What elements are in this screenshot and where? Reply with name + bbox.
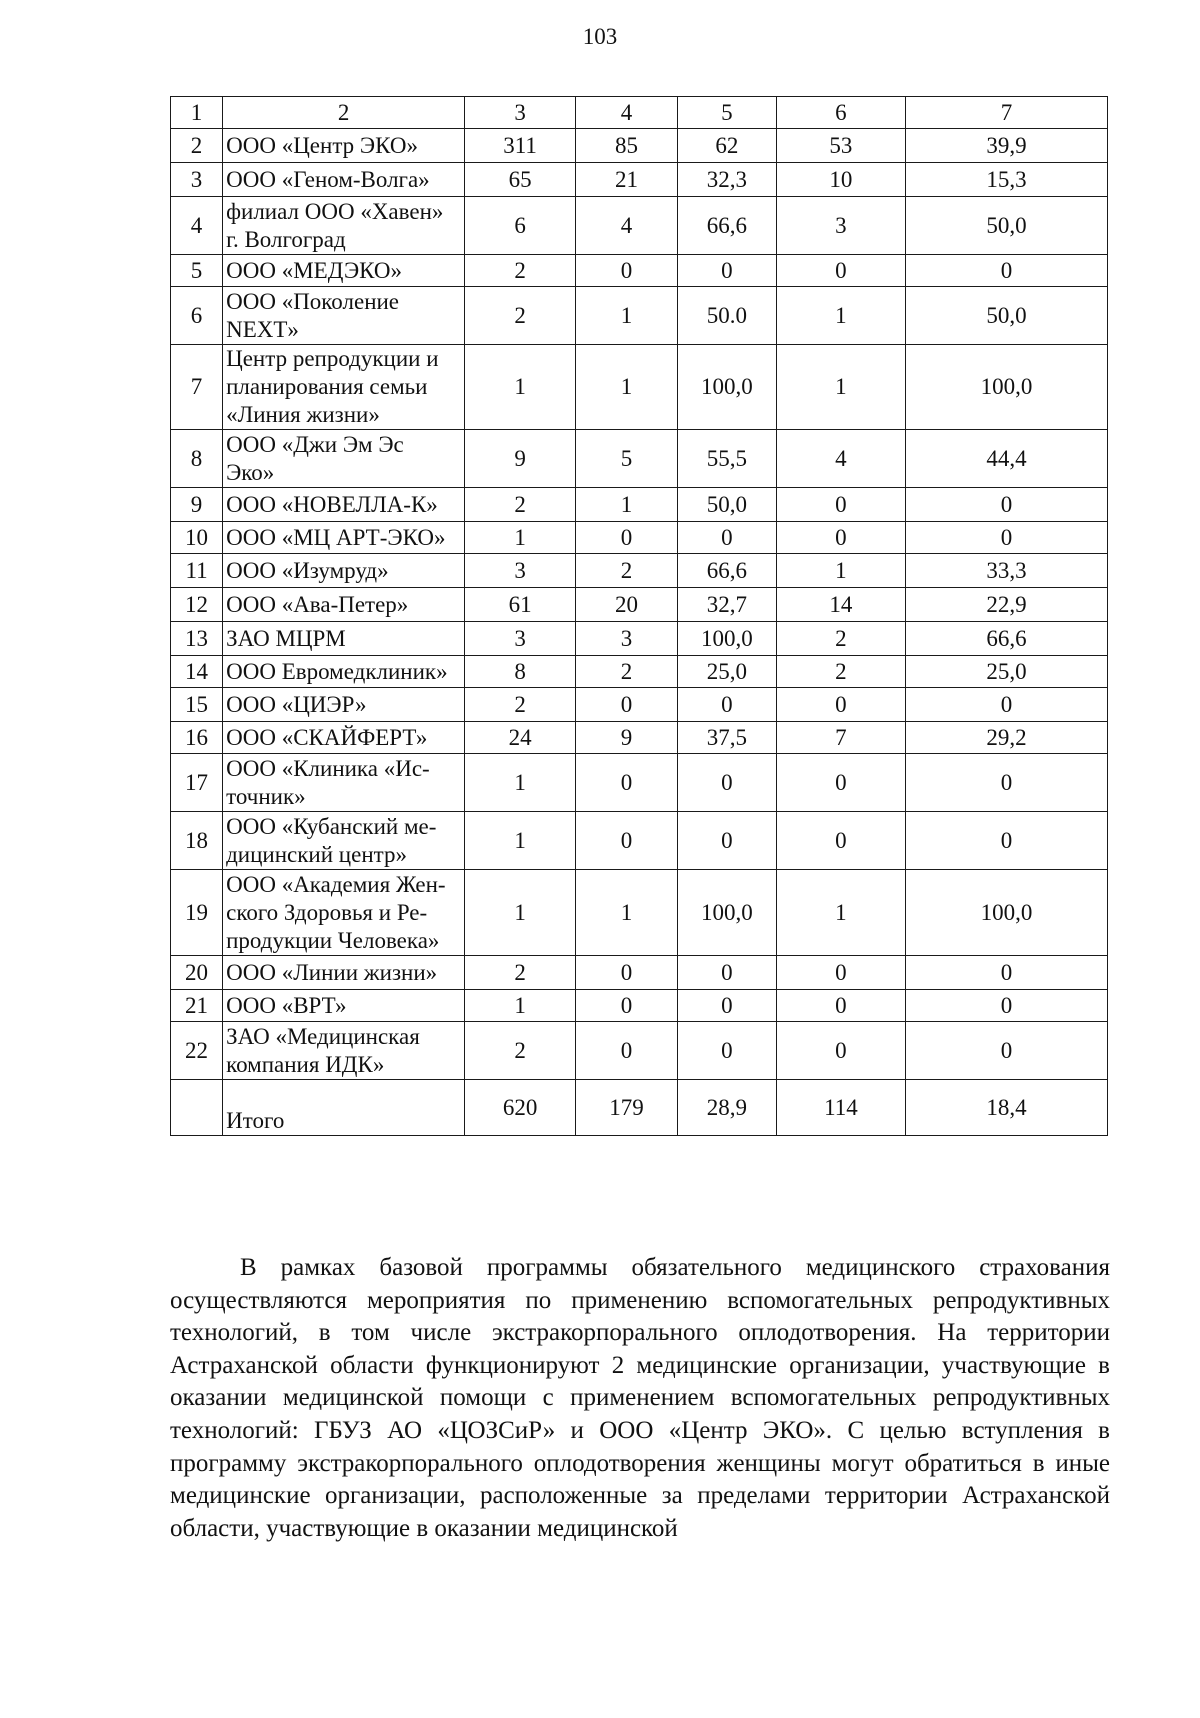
table-row [171, 990, 1108, 1022]
header-cell: 1 [171, 97, 223, 129]
value-cell-c6: 2 [776, 622, 905, 656]
value-cell-c3: 1 [465, 990, 576, 1022]
value-cell-c4: 2 [575, 656, 677, 688]
value-cell-c4: 0 [575, 688, 677, 722]
table-row [171, 255, 1108, 287]
organization-name-cell [223, 255, 465, 287]
total-value-cell-c6: 114 [776, 1080, 905, 1136]
value-cell-c5: 100,0 [678, 345, 777, 430]
value-cell-c4: 4 [575, 197, 677, 255]
organization-name-line: ООО «Ава-Петер» [226, 591, 409, 617]
value-cell-c3: 3 [465, 554, 576, 588]
value-cell-c6: 1 [776, 287, 905, 345]
row-number-cell: 22 [171, 1022, 223, 1080]
organization-name-line: точник» [226, 783, 306, 809]
value-cell-c6: 0 [776, 990, 905, 1022]
organization-name-line: ского Здоровья и Ре- [226, 899, 428, 925]
organization-name-cell [223, 622, 465, 656]
value-cell-c4: 1 [575, 287, 677, 345]
value-cell-c5: 55,5 [678, 430, 777, 488]
value-cell-c3: 65 [465, 163, 576, 197]
value-cell-c5: 0 [678, 522, 777, 554]
value-cell-c5: 0 [678, 688, 777, 722]
table-row [171, 488, 1108, 522]
row-number-cell: 10 [171, 522, 223, 554]
value-cell-c4: 0 [575, 1022, 677, 1080]
table-body [171, 97, 1108, 1136]
table-row [171, 722, 1108, 754]
header-cell: 6 [776, 97, 905, 129]
organization-name-line: ООО «МЕДЭКО» [226, 257, 403, 283]
value-cell-c4: 20 [575, 588, 677, 622]
organization-name-line: «Линия жизни» [226, 402, 380, 427]
body-paragraph: В рамках базовой программы обязательного медицинского страхования осуществляются мероприятия по применению вспомогательных репродуктивных технологий, в том числе экстракорпорального оплодотворения. На территории Астраханской области функционируют 2 медицинские организации, участвующие в оказании медицинской помощи с применением вспомогательных репродуктивных технологий: ГБУЗ АО «ЦОЗСиР» и ООО «Центр ЭКО». С целью вступления в программу экстракорпорального оплодотворения женщины могут обратиться в иные медицинские организации, расположенные за пределами территории Астраханской области, участвующие в оказании медицинской [170, 1254, 1110, 1542]
value-cell-c5: 100,0 [678, 870, 777, 956]
organization-name-cell [223, 488, 465, 522]
table-row [171, 197, 1108, 255]
row-number-cell: 6 [171, 287, 223, 345]
organization-name-cell [223, 656, 465, 688]
table-row [171, 1022, 1108, 1080]
total-value-cell-c5: 28,9 [678, 1080, 777, 1136]
row-number-cell: 16 [171, 722, 223, 754]
value-cell-c7: 0 [906, 488, 1108, 522]
organization-name-cell [223, 522, 465, 554]
value-cell-c7: 22,9 [906, 588, 1108, 622]
organization-name-line: филиал ООО «Хавен» [226, 198, 444, 224]
table-row [171, 163, 1108, 197]
value-cell-c7: 100,0 [906, 870, 1108, 956]
organization-name-cell [223, 588, 465, 622]
organization-name-cell [223, 554, 465, 588]
clinics-table [170, 96, 1108, 1136]
value-cell-c3: 1 [465, 754, 576, 812]
value-cell-c5: 100,0 [678, 622, 777, 656]
organization-name-line: ООО «Изумруд» [226, 557, 389, 583]
value-cell-c3: 1 [465, 522, 576, 554]
organization-name-line: Эко» [226, 459, 275, 485]
value-cell-c5: 50,0 [678, 488, 777, 522]
value-cell-c3: 9 [465, 430, 576, 488]
value-cell-c7: 29,2 [906, 722, 1108, 754]
value-cell-c6: 1 [776, 870, 905, 956]
header-cell: 7 [906, 97, 1108, 129]
value-cell-c4: 3 [575, 622, 677, 656]
value-cell-c6: 0 [776, 255, 905, 287]
value-cell-c3: 2 [465, 287, 576, 345]
value-cell-c6: 0 [776, 812, 905, 870]
organization-name-cell [223, 1022, 465, 1080]
page-number: 103 [582, 24, 618, 49]
value-cell-c6: 0 [776, 754, 905, 812]
value-cell-c6: 1 [776, 554, 905, 588]
value-cell-c7: 100,0 [906, 345, 1108, 430]
value-cell-c3: 1 [465, 812, 576, 870]
value-cell-c3: 311 [465, 129, 576, 163]
value-cell-c5: 0 [678, 754, 777, 812]
organization-name-cell [223, 287, 465, 345]
value-cell-c3: 2 [465, 488, 576, 522]
organization-name-cell [223, 990, 465, 1022]
organization-name-line: ООО «Линии жизни» [226, 959, 438, 985]
header-cell: 4 [575, 97, 677, 129]
organization-name-cell [223, 722, 465, 754]
organization-name-line: планирования семьи [226, 374, 428, 399]
organization-name-line: ООО «ВРТ» [226, 992, 347, 1018]
table-header-row [171, 97, 1108, 129]
value-cell-c6: 7 [776, 722, 905, 754]
organization-name-cell [223, 688, 465, 722]
value-cell-c7: 0 [906, 1022, 1108, 1080]
value-cell-c7: 0 [906, 956, 1108, 990]
organization-name-line: ООО «Академия Жен- [226, 871, 446, 897]
row-number-cell: 18 [171, 812, 223, 870]
value-cell-c6: 0 [776, 956, 905, 990]
value-cell-c7: 39,9 [906, 129, 1108, 163]
table-row [171, 554, 1108, 588]
value-cell-c3: 1 [465, 870, 576, 956]
value-cell-c5: 32,3 [678, 163, 777, 197]
value-cell-c5: 25,0 [678, 656, 777, 688]
organization-name-line: ООО «ЦИЭР» [226, 691, 367, 717]
row-number-cell: 19 [171, 870, 223, 956]
row-number-cell: 2 [171, 129, 223, 163]
value-cell-c5: 0 [678, 255, 777, 287]
value-cell-c3: 3 [465, 622, 576, 656]
row-number-cell: 13 [171, 622, 223, 656]
value-cell-c7: 0 [906, 754, 1108, 812]
row-number-cell: 9 [171, 488, 223, 522]
value-cell-c5: 66,6 [678, 554, 777, 588]
value-cell-c4: 1 [575, 870, 677, 956]
total-value-cell-c4: 179 [575, 1080, 677, 1136]
value-cell-c3: 2 [465, 956, 576, 990]
value-cell-c6: 4 [776, 430, 905, 488]
value-cell-c5: 0 [678, 1022, 777, 1080]
table-row [171, 656, 1108, 688]
value-cell-c6: 2 [776, 656, 905, 688]
row-number-cell: 20 [171, 956, 223, 990]
row-number-cell: 5 [171, 255, 223, 287]
header-cell: 2 [223, 97, 465, 129]
header-cell: 5 [678, 97, 777, 129]
total-number-cell [171, 1080, 223, 1136]
organization-name-line: NEXT» [226, 316, 299, 342]
value-cell-c7: 0 [906, 522, 1108, 554]
row-number-cell: 15 [171, 688, 223, 722]
table-row [171, 430, 1108, 488]
organization-name-line: ООО Евромедклиник» [226, 658, 448, 684]
organization-name-line: ООО «Центр ЭКО» [226, 132, 418, 158]
value-cell-c5: 0 [678, 990, 777, 1022]
value-cell-c3: 24 [465, 722, 576, 754]
value-cell-c4: 1 [575, 345, 677, 430]
value-cell-c6: 0 [776, 522, 905, 554]
value-cell-c5: 0 [678, 956, 777, 990]
total-value-cell-c3: 620 [465, 1080, 576, 1136]
value-cell-c5: 32,7 [678, 588, 777, 622]
value-cell-c4: 21 [575, 163, 677, 197]
organization-name-line: ООО «Клиника «Ис- [226, 755, 430, 781]
organization-name-cell [223, 956, 465, 990]
table-row [171, 754, 1108, 812]
value-cell-c6: 0 [776, 1022, 905, 1080]
value-cell-c7: 0 [906, 812, 1108, 870]
value-cell-c4: 1 [575, 488, 677, 522]
organization-name-line: ООО «МЦ АРТ-ЭКО» [226, 524, 446, 550]
table-row [171, 870, 1108, 956]
value-cell-c3: 61 [465, 588, 576, 622]
value-cell-c5: 62 [678, 129, 777, 163]
value-cell-c7: 0 [906, 688, 1108, 722]
value-cell-c5: 0 [678, 812, 777, 870]
value-cell-c3: 2 [465, 255, 576, 287]
value-cell-c3: 1 [465, 345, 576, 430]
table-row [171, 129, 1108, 163]
value-cell-c3: 6 [465, 197, 576, 255]
table-row [171, 956, 1108, 990]
row-number-cell: 21 [171, 990, 223, 1022]
row-number-cell: 14 [171, 656, 223, 688]
organization-name-cell [223, 345, 465, 430]
value-cell-c7: 0 [906, 990, 1108, 1022]
value-cell-c3: 2 [465, 1022, 576, 1080]
row-number-cell: 4 [171, 197, 223, 255]
organization-name-cell [223, 812, 465, 870]
total-value-cell-c7: 18,4 [906, 1080, 1108, 1136]
value-cell-c7: 33,3 [906, 554, 1108, 588]
value-cell-c4: 9 [575, 722, 677, 754]
organization-name-line: дицинский центр» [226, 841, 407, 867]
organization-name-line: ООО «Джи Эм Эс [226, 431, 404, 457]
value-cell-c7: 0 [906, 255, 1108, 287]
value-cell-c6: 14 [776, 588, 905, 622]
organization-name-line: ЗАО МЦРМ [226, 625, 346, 651]
organization-name-line: ООО «Геном-Волга» [226, 166, 430, 192]
value-cell-c6: 0 [776, 488, 905, 522]
value-cell-c7: 44,4 [906, 430, 1108, 488]
table-row [171, 812, 1108, 870]
value-cell-c4: 0 [575, 255, 677, 287]
organization-name-line: ООО «НОВЕЛЛА-К» [226, 491, 438, 517]
value-cell-c4: 2 [575, 554, 677, 588]
organization-name-cell [223, 754, 465, 812]
table-row [171, 622, 1108, 656]
value-cell-c7: 25,0 [906, 656, 1108, 688]
value-cell-c4: 0 [575, 990, 677, 1022]
value-cell-c7: 50,0 [906, 197, 1108, 255]
value-cell-c5: 37,5 [678, 722, 777, 754]
value-cell-c4: 85 [575, 129, 677, 163]
organization-name-line: ООО «Кубанский ме- [226, 813, 437, 839]
table-row [171, 688, 1108, 722]
table-row [171, 588, 1108, 622]
organization-name-cell [223, 430, 465, 488]
value-cell-c4: 5 [575, 430, 677, 488]
value-cell-c6: 0 [776, 688, 905, 722]
organization-name-line: компания ИДК» [226, 1051, 385, 1077]
value-cell-c7: 50,0 [906, 287, 1108, 345]
row-number-cell: 3 [171, 163, 223, 197]
total-row [171, 1080, 1108, 1136]
organization-name-line: Центр репродукции и [226, 346, 439, 371]
value-cell-c3: 8 [465, 656, 576, 688]
table-row [171, 522, 1108, 554]
organization-name-cell [223, 163, 465, 197]
value-cell-c4: 0 [575, 754, 677, 812]
row-number-cell: 12 [171, 588, 223, 622]
organization-name-line: ООО «Поколение [226, 288, 400, 314]
value-cell-c6: 53 [776, 129, 905, 163]
row-number-cell: 17 [171, 754, 223, 812]
value-cell-c6: 3 [776, 197, 905, 255]
organization-name-line: продукции Человека» [226, 927, 440, 953]
organization-name-line: г. Волгоград [226, 226, 346, 252]
header-cell: 3 [465, 97, 576, 129]
value-cell-c4: 0 [575, 956, 677, 990]
value-cell-c5: 66,6 [678, 197, 777, 255]
organization-name-cell [223, 870, 465, 956]
value-cell-c7: 15,3 [906, 163, 1108, 197]
value-cell-c4: 0 [575, 812, 677, 870]
total-label-cell: Итого [223, 1080, 465, 1136]
value-cell-c6: 1 [776, 345, 905, 430]
value-cell-c6: 10 [776, 163, 905, 197]
table-row [171, 345, 1108, 430]
value-cell-c5: 50.0 [678, 287, 777, 345]
value-cell-c3: 2 [465, 688, 576, 722]
organization-name-cell [223, 197, 465, 255]
organization-name-line: ЗАО «Медицинская [226, 1023, 420, 1049]
value-cell-c7: 66,6 [906, 622, 1108, 656]
organization-name-cell [223, 129, 465, 163]
row-number-cell: 7 [171, 345, 223, 430]
table-row [171, 287, 1108, 345]
row-number-cell: 11 [171, 554, 223, 588]
organization-name-line: ООО «СКАЙФЕРТ» [226, 724, 428, 750]
row-number-cell: 8 [171, 430, 223, 488]
value-cell-c4: 0 [575, 522, 677, 554]
